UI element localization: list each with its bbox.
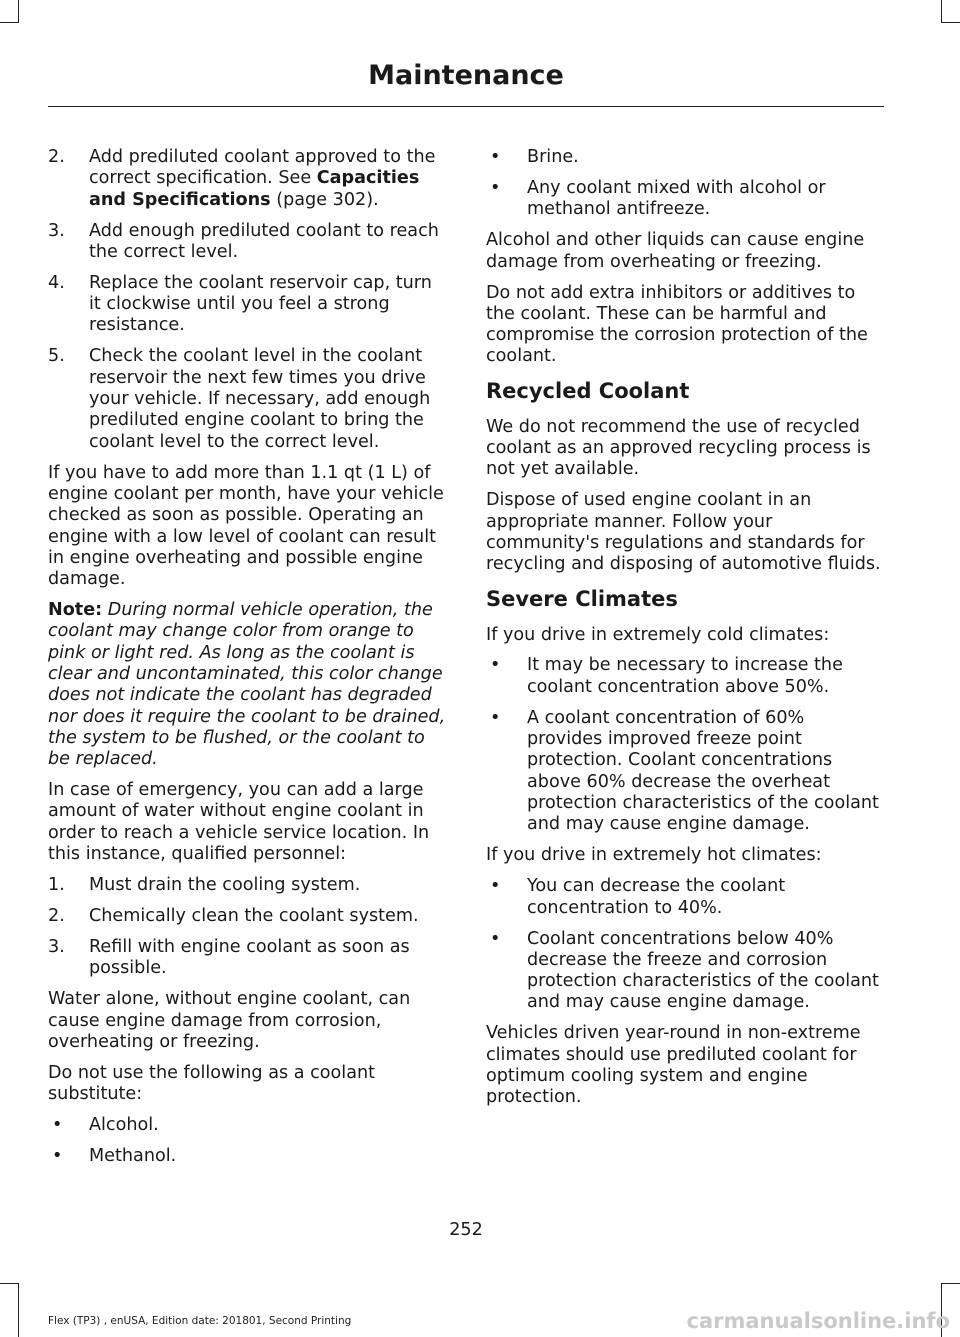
bullet-text: It may be necessary to increase the coolant concentration above 50%.	[527, 655, 843, 697]
paragraph: We do not recommend the use of recycled coolant as an approved recycling process is not yet available.	[486, 416, 871, 480]
paragraph: Do not use the following as a coolant substitute:	[48, 1062, 376, 1105]
crop-mark	[941, 22, 960, 23]
bullet-icon: •	[490, 147, 501, 167]
right-column	[486, 147, 884, 1118]
step-text: Check the coolant level in the coolant reservoir the next few times you drive your vehicle. If necessary, add enough prediluted engine coolant to bring the coolant level to the correct level.	[89, 346, 431, 452]
step-number: 4.	[48, 272, 65, 293]
step-number: 3.	[48, 936, 65, 957]
paragraph: Do not add extra inhibitors or additives to the coolant. These can be harmful and compromise the corrosion protection of the coolant.	[486, 282, 868, 367]
paragraph: If you drive in extremely hot climates:	[486, 845, 822, 866]
note-text: During normal vehicle operation, the coolant may change color from orange to pink or light red. As long as the coolant is clear and uncontaminated, this color change does not indicate the coolant has degraded nor does it require the coolant to be drained, the system to be flushed, or the coolant to be replaced.	[48, 600, 446, 770]
bullet-text: You can decrease the coolant concentration to 40%.	[527, 876, 786, 918]
paragraph: Alcohol and other liquids can cause engine damage from overheating or freezing.	[486, 230, 865, 272]
note	[48, 600, 448, 770]
note-label: Note:	[48, 600, 103, 621]
step-text: Replace the coolant reservoir cap, turn it clockwise until you feel a strong resistance.	[89, 272, 432, 336]
paragraph: If you have to add more than 1.1 qt (1 L) of engine coolant per month, have your vehicle checked as soon as possible. Operating an engine with a low level of coolant can result in engine overheating and possible engine damage.	[48, 462, 444, 590]
bullet-item	[48, 1115, 448, 1136]
bullet-text: Brine.	[527, 147, 579, 167]
bullet-icon: •	[52, 1146, 63, 1167]
step-number: 5.	[48, 346, 65, 367]
paragraph: In case of emergency, you can add a large amount of water without engine coolant in order to reach a vehicle service location. In this instance, qualified personnel:	[48, 780, 430, 865]
crop-mark	[0, 1283, 19, 1284]
bullet-text: A coolant concentration of 60% provides improved freeze point protection. Coolant concentrations above 60% decrease the overheat protection characteristics of the coolant and may cause engine damage.	[527, 707, 879, 835]
left-column	[48, 147, 448, 1177]
step-text: Refill with engine coolant as soon as possible.	[89, 936, 410, 979]
bullet-text: Methanol.	[89, 1146, 177, 1167]
bullet-item	[486, 147, 884, 168]
bullet-item	[486, 929, 884, 1014]
bullet-icon: •	[490, 177, 501, 198]
watermark-logo: carmanualsonline.info	[686, 1309, 950, 1333]
bullet-icon: •	[490, 655, 501, 676]
bullet-text: Any coolant mixed with alcohol or methanol antifreeze.	[527, 177, 826, 220]
bullet-item	[486, 178, 884, 221]
bullet-icon: •	[490, 876, 501, 897]
footer-edition-info: Flex (TP3) , enUSA, Edition date: 201801, Second Printing	[48, 1315, 352, 1327]
paragraph: Vehicles driven year-round in non-extreme climates should use prediluted coolant for optimum cooling system and engine protection.	[486, 1023, 861, 1108]
paragraph: Dispose of used engine coolant in an appropriate manner. Follow your community's regulations and standards for recycling and disposing of automotive fluids.	[486, 490, 881, 575]
bullet-item	[48, 1146, 448, 1167]
crop-mark	[18, 1283, 19, 1337]
bullet-item	[486, 655, 884, 698]
bullet-text: Alcohol.	[89, 1115, 159, 1136]
paragraph: Water alone, without engine coolant, can cause engine damage from corrosion, overheating or freezing.	[48, 989, 411, 1052]
step-item	[48, 906, 448, 927]
step-text: Chemically clean the coolant system.	[89, 906, 419, 926]
paragraph: If you drive in extremely cold climates:	[486, 624, 830, 645]
page-number: 252	[449, 1220, 483, 1240]
step-item	[48, 273, 448, 337]
step-item	[48, 875, 448, 896]
page-title: Maintenance	[368, 60, 564, 91]
step-text: Add enough prediluted coolant to reach the correct level.	[89, 220, 439, 262]
step-item	[48, 937, 448, 980]
step-item	[48, 221, 448, 264]
crop-mark	[18, 0, 19, 22]
page-reference: (page 302).	[270, 189, 379, 210]
step-item	[48, 346, 448, 452]
step-number: 2.	[48, 906, 65, 926]
bullet-icon: •	[490, 707, 501, 728]
cross-reference-link[interactable]: Capacities and Specifications	[89, 168, 420, 210]
bullet-text: Coolant concentrations below 40% decrease the freeze and corrosion protection characteristics of the coolant and may cause engine damage.	[527, 928, 879, 1013]
crop-mark	[941, 0, 942, 22]
bullet-icon: •	[490, 928, 501, 949]
section-heading: Recycled Coolant	[486, 378, 690, 403]
crop-mark	[941, 1283, 960, 1284]
bullet-item	[486, 708, 884, 836]
step-item	[48, 147, 448, 211]
bullet-icon: •	[52, 1115, 63, 1136]
step-text: Add prediluted coolant approved to the correct specification. See	[89, 147, 436, 189]
step-number: 1.	[48, 875, 65, 896]
title-divider	[48, 106, 884, 107]
step-number: 2.	[48, 147, 65, 167]
step-text: Must drain the cooling system.	[89, 875, 361, 896]
crop-mark	[0, 22, 19, 23]
step-number: 3.	[48, 220, 65, 241]
section-heading: Severe Climates	[486, 586, 678, 611]
bullet-item	[486, 876, 884, 919]
